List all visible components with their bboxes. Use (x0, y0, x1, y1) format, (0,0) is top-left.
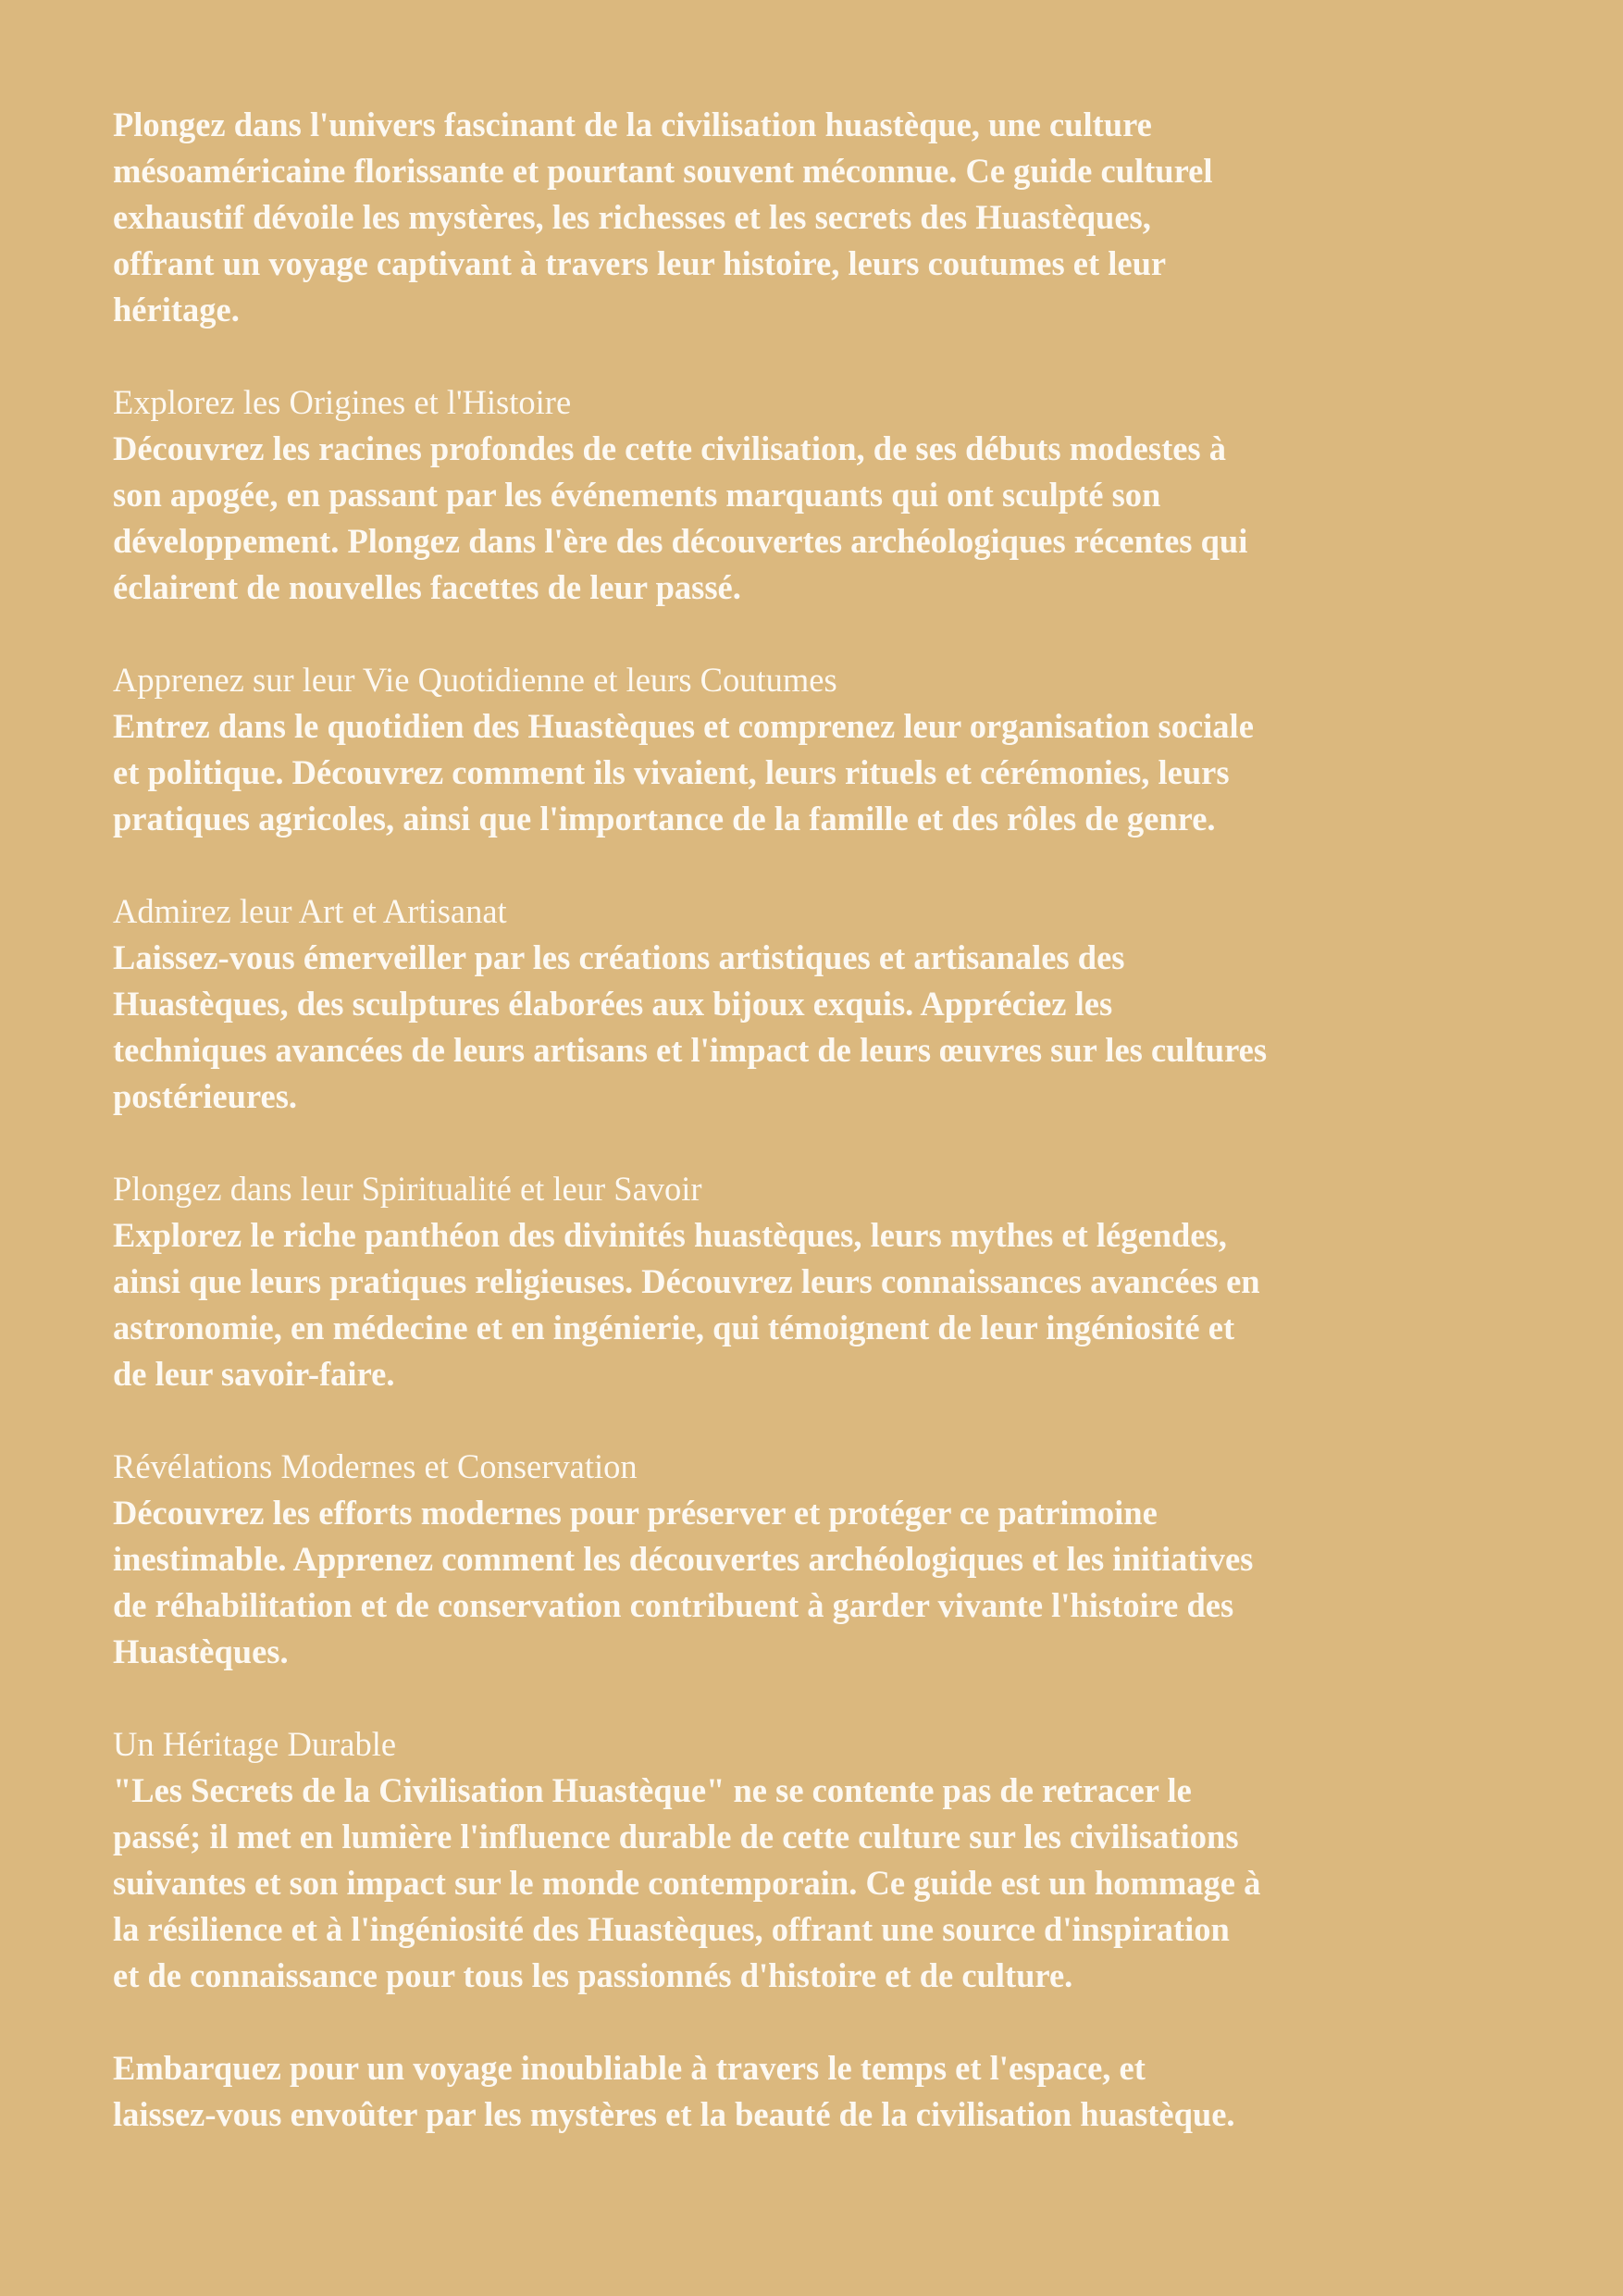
section-daily-life (113, 657, 1519, 842)
section-body: Entrez dans le quotidien des Huastèques et comprenez leur organisation sociale et politique. Découvrez comment ils vivaient, leurs rituels et cérémonies, leurs pratiques agricoles, ainsi que l'importance de la famille et des rôles de genre. (113, 707, 1254, 838)
section-heading: Admirez leur Art et Artisanat (113, 892, 507, 930)
section-heading: Plongez dans leur Spiritualité et leur Savoir (113, 1170, 702, 1208)
section-conservation (113, 1444, 1519, 1675)
section-heritage (113, 1721, 1519, 1999)
section-heading: Révélations Modernes et Conservation (113, 1447, 638, 1485)
document-page (113, 102, 1519, 2184)
section-heading: Explorez les Origines et l'Histoire (113, 383, 572, 421)
section-spirituality (113, 1166, 1519, 1397)
section-body: Explorez le riche panthéon des divinités huastèques, leurs mythes et légendes, ainsi que leurs pratiques religieuses. Découvrez leurs connaissances avancées en astronomie, en médecine et en ingénierie, qui témoignent de leur ingéniosité et de leur savoir-faire. (113, 1216, 1260, 1393)
section-body: Découvrez les efforts modernes pour préserver et protéger ce patrimoine inestimable. Apprenez comment les découvertes archéologiques et les initiatives de réhabilitation et de conservation contribuent à garder vivante l'histoire des Huastèques. (113, 1494, 1254, 1670)
intro-paragraph: Plongez dans l'univers fascinant de la civilisation huastèque, une culture mésoaméricaine florissante et pourtant souvent méconnue. Ce guide culturel exhaustif dévoile les mystères, les richesses et les secrets des Huastèques, offrant un voyage captivant à travers leur histoire, leurs coutumes et leur héritage. (113, 105, 1213, 329)
closing-paragraph: Embarquez pour un voyage inoubliable à travers le temps et l'espace, et laissez-vous envoûter par les mystères et la beauté de la civilisation huastèque. (113, 2049, 1235, 2133)
section-heading: Un Héritage Durable (113, 1725, 397, 1763)
section-body: Laissez-vous émerveiller par les créations artistiques et artisanales des Huastèques, des sculptures élaborées aux bijoux exquis. Appréciez les techniques avancées de leurs artisans et l'impact de leurs œuvres sur les cultures postérieures. (113, 938, 1268, 1115)
section-heading: Apprenez sur leur Vie Quotidienne et leurs Coutumes (113, 661, 837, 699)
section-origins (113, 379, 1519, 611)
section-body: "Les Secrets de la Civilisation Huastèque" ne se contente pas de retracer le passé; il met en lumière l'influence durable de cette culture sur les civilisations suivantes et son impact sur le monde contemporain. Ce guide est un hommage à la résilience et à l'ingéniosité des Huastèques, offrant une source d'inspiration et de connaissance pour tous les passionnés d'histoire et de culture. (113, 1771, 1261, 1994)
section-art (113, 888, 1519, 1120)
section-body: Découvrez les racines profondes de cette civilisation, de ses débuts modestes à son apogée, en passant par les événements marquants qui ont sculpté son développement. Plongez dans l'ère des découvertes archéologiques récentes qui éclairent de nouvelles facettes de leur passé. (113, 429, 1248, 606)
